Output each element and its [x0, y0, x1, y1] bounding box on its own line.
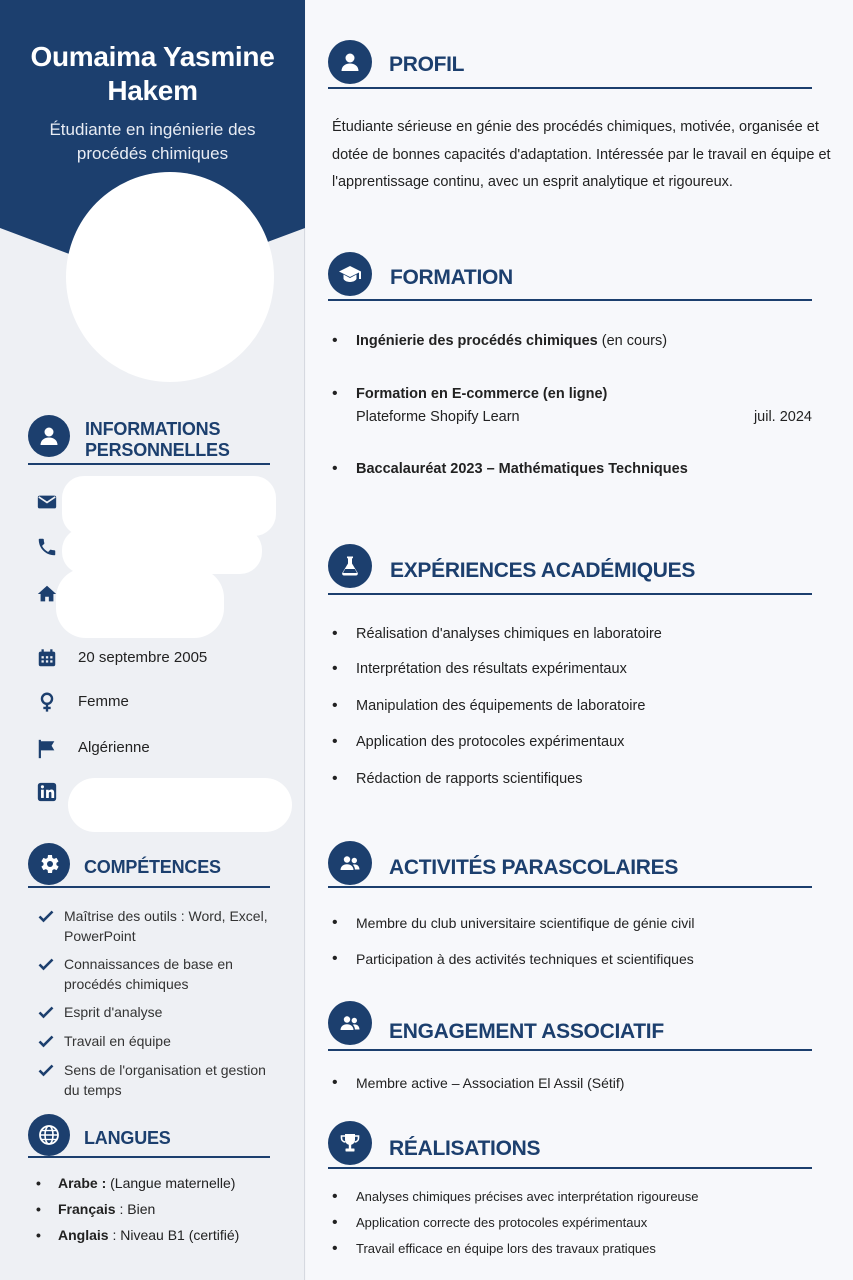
candidate-name: Oumaima Yasmine Hakem — [30, 41, 275, 106]
profile-title: PROFIL — [389, 53, 465, 76]
achievements-title: RÉALISATIONS — [389, 1137, 541, 1160]
profile-text: Étudiante sérieuse en génie des procédés chimiques, motivée, organisée et dotée de bonnes capacités d'adaptation. Intéressée par le travail en équipe et l'apprentissage continu, avec un esprit analytique et rigoureux. — [332, 119, 831, 190]
education-item: • Formation en E-commerce (en ligne) — [332, 384, 822, 404]
achievement-item: • Travail efficace en équipe lors des travaux pratiques — [332, 1239, 822, 1259]
achievement-item: • Application correcte des protocoles expérimentaux — [332, 1213, 822, 1233]
linkedin-icon — [36, 780, 58, 804]
user-icon — [28, 415, 70, 457]
language-item: • Arabe : (Langue maternelle) — [36, 1173, 276, 1193]
academic-divider — [328, 593, 812, 595]
main-content — [306, 0, 853, 1280]
academic-item: • Manipulation des équipements de laboratoire — [332, 696, 822, 716]
achievement-item: • Analyses chimiques précises avec interprétation rigoureuse — [332, 1187, 822, 1207]
personal-info-title: INFORMATIONS PERSONNELLES — [85, 419, 230, 460]
gear-icon — [28, 843, 70, 885]
redacted-address — [56, 568, 224, 638]
female-icon — [36, 690, 58, 714]
academic-item: • Réalisation d'analyses chimiques en laboratoire — [332, 624, 822, 644]
group-icon — [328, 1001, 372, 1045]
education-title: FORMATION — [390, 266, 513, 289]
association-title: ENGAGEMENT ASSOCIATIF — [389, 1020, 664, 1043]
flag-icon — [36, 737, 58, 761]
achievements-divider — [328, 1167, 812, 1169]
skills-divider — [28, 886, 270, 888]
extracurricular-item: • Membre du club universitaire scientifique de génie civil — [332, 913, 822, 933]
nationality: Algérienne — [78, 739, 150, 756]
skill-item: Connaissances de base en procédés chimiques — [38, 954, 278, 994]
education-item: • Ingénierie des procédés chimiques (en cours) — [332, 331, 822, 351]
birth-date: 20 septembre 2005 — [78, 649, 208, 666]
check-icon — [38, 908, 54, 924]
phone-icon — [36, 535, 58, 559]
redacted-email — [62, 476, 276, 536]
extracurricular-item: • Participation à des activités techniques et scientifiques — [332, 949, 822, 969]
flask-icon — [328, 544, 372, 588]
personal-info-divider — [28, 463, 270, 465]
profile-photo — [66, 172, 274, 382]
home-icon — [36, 582, 58, 606]
check-icon — [38, 956, 54, 972]
skill-item: Travail en équipe — [38, 1031, 278, 1051]
education-item: • Baccalauréat 2023 – Mathématiques Techniques — [332, 459, 822, 479]
check-icon — [38, 1062, 54, 1078]
languages-divider — [28, 1156, 270, 1158]
envelope-icon — [36, 490, 58, 514]
redacted-linkedin — [68, 778, 292, 832]
academic-item: • Rédaction de rapports scientifiques — [332, 769, 822, 789]
language-item: • Français : Bien — [36, 1199, 276, 1219]
extracurricular-title: ACTIVITÉS PARASCOLAIRES — [389, 856, 679, 879]
sidebar — [0, 0, 305, 1280]
education-sub: Plateforme Shopify Learn juil. 2024 — [356, 409, 812, 425]
trophy-icon — [328, 1121, 372, 1165]
check-icon — [38, 1004, 54, 1020]
skill-item: Esprit d'analyse — [38, 1002, 278, 1022]
academic-item: • Application des protocoles expérimentaux — [332, 732, 822, 752]
group-icon — [328, 841, 372, 885]
user-icon — [328, 40, 372, 84]
globe-icon — [28, 1114, 70, 1156]
skill-item: Maîtrise des outils : Word, Excel, PowerPoint — [38, 906, 278, 946]
academic-item: • Interprétation des résultats expérimentaux — [332, 659, 822, 679]
academic-title: EXPÉRIENCES ACADÉMIQUES — [390, 559, 696, 582]
education-date: juil. 2024 — [753, 409, 812, 425]
association-item: • Membre active – Association El Assil (Sétif) — [332, 1073, 822, 1093]
graduation-cap-icon — [328, 252, 372, 296]
calendar-icon — [36, 646, 58, 670]
skill-item: Sens de l'organisation et gestion du temps — [38, 1060, 278, 1100]
education-divider — [328, 299, 812, 301]
gender: Femme — [78, 693, 129, 710]
language-item: • Anglais : Niveau B1 (certifié) — [36, 1225, 276, 1245]
check-icon — [38, 1033, 54, 1049]
profile-divider — [328, 87, 812, 89]
association-divider — [328, 1049, 812, 1051]
skills-title: COMPÉTENCES — [84, 857, 221, 877]
extracurricular-divider — [328, 886, 812, 888]
languages-title: LANGUES — [84, 1128, 171, 1148]
candidate-subtitle: Étudiante en ingénierie des procédés chimiques — [49, 120, 256, 163]
